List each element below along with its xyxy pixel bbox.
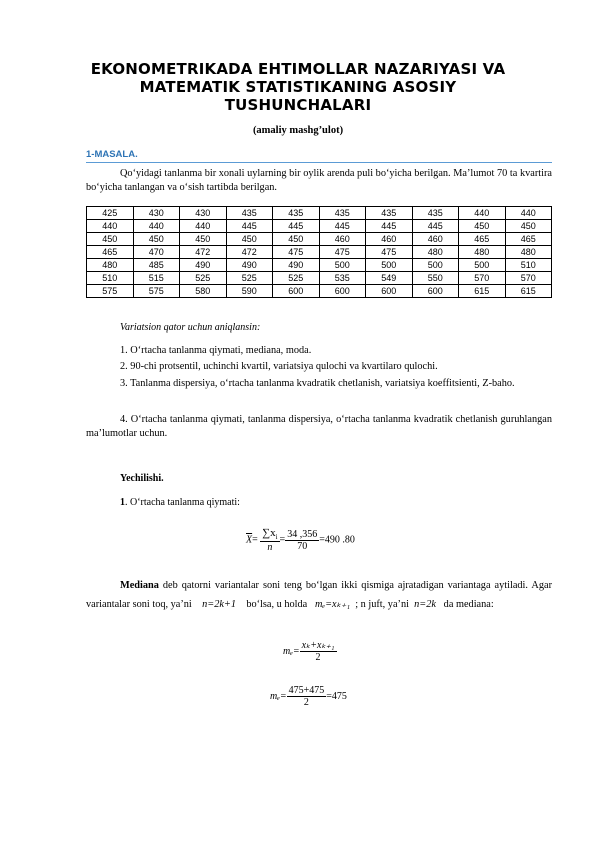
table-row (87, 207, 552, 220)
questions-heading: Variatsion qator uchun aniqlansin: (120, 322, 261, 333)
table-cell: 535 (319, 272, 366, 285)
table-cell: 440 (459, 207, 506, 220)
table-cell: 435 (366, 207, 413, 220)
table-row (87, 233, 552, 246)
table-cell: 615 (459, 285, 506, 298)
table-cell: 600 (319, 285, 366, 298)
document-title: EKONOMETRIKADA EHTIMOLLAR NAZARIYASI VA MATEMATIK STATISTIKANING ASOSIY TUSHUNCHALARI (90, 60, 506, 114)
median-lhs: mₑ= (283, 645, 300, 657)
table-cell: 580 (180, 285, 227, 298)
section-heading: 1-MASALA. (86, 149, 552, 163)
document-subtitle: (amaliy mashg’ulot) (252, 125, 344, 136)
table-cell: 445 (273, 220, 320, 233)
question-2: 2. 90-chi protsentil, uchinchi kvartil, variatsiya qulochi va kvartilaro qulochi. (120, 361, 438, 372)
table-cell: 480 (87, 259, 134, 272)
data-table (86, 206, 552, 298)
table-cell: 600 (412, 285, 459, 298)
table-cell: 445 (319, 220, 366, 233)
table-cell: 465 (459, 233, 506, 246)
question-3: 3. Tanlanma dispersiya, o‘rtacha tanlanma kvadratik chetlanish, variatsiya koeffitsienti, Z-baho. (120, 378, 515, 389)
table-cell: 510 (505, 259, 552, 272)
solution-heading: Yechilishi. (120, 473, 164, 484)
table-cell: 435 (226, 207, 273, 220)
table-cell: 425 (87, 207, 134, 220)
intro-paragraph: Qo‘yidagi tanlanma bir xonali uylarning bir oylik arenda puli bo‘yicha berilgan. Ma’lumot 70 ta kvartira bo‘yicha tanlangan va o‘sish tartibda berilgan. (86, 168, 552, 193)
median-text-3: ; n juft, ya’ni (355, 599, 409, 610)
mean-result: =490 .80 (319, 534, 355, 546)
sum-numerator: ∑x (262, 527, 276, 539)
table-cell: 525 (273, 272, 320, 285)
table-cell: 445 (412, 220, 459, 233)
table-cell: 450 (505, 220, 552, 233)
table-cell: 485 (133, 259, 180, 272)
table-cell: 475 (366, 246, 413, 259)
table-cell: 615 (505, 285, 552, 298)
mean-formula: $\overline{X}=$ $\frac{\sum x_i}{n}$ = $\frac{34 ,356}{70}$ =490 .80 (246, 527, 355, 554)
median-calc-lhs: mₑ= (270, 690, 287, 702)
table-cell: 450 (226, 233, 273, 246)
table-cell: 549 (366, 272, 413, 285)
table-row (87, 272, 552, 285)
table-row (87, 285, 552, 298)
table-cell: 510 (87, 272, 134, 285)
median-text-4: da mediana: (443, 599, 494, 610)
table-cell: 450 (273, 233, 320, 246)
step-1-text: . O‘rtacha tanlanma qiymati: (125, 497, 240, 508)
table-cell: 472 (226, 246, 273, 259)
question-1: 1. O‘rtacha tanlanma qiymati, mediana, moda. (120, 345, 312, 356)
table-cell: 490 (180, 259, 227, 272)
median-text-1: deb qatorni variantalar soni teng bo‘lgan ikki qismiga ajratadigan variantaga aytiladi. Agar variantalar soni toq, ya’ni (86, 580, 552, 610)
step-1-line (120, 497, 240, 508)
table-cell: 490 (226, 259, 273, 272)
table-cell: 460 (412, 233, 459, 246)
table-cell: 515 (133, 272, 180, 285)
median-formula (283, 640, 337, 663)
table-row (87, 246, 552, 259)
table-cell: 525 (226, 272, 273, 285)
table-cell: 440 (133, 220, 180, 233)
median-paragraph (86, 576, 552, 614)
table-cell: 500 (319, 259, 366, 272)
table-cell: 475 (273, 246, 320, 259)
table-row (87, 220, 552, 233)
table-cell: 430 (180, 207, 227, 220)
table-cell: 600 (273, 285, 320, 298)
median-text-2: bo‘lsa, u holda (246, 599, 308, 610)
table-cell: 490 (273, 259, 320, 272)
table-cell: 435 (412, 207, 459, 220)
table-cell: 480 (412, 246, 459, 259)
table-cell: 590 (226, 285, 273, 298)
table-cell: 570 (505, 272, 552, 285)
sum-denominator: n (267, 542, 273, 554)
table-cell: 460 (319, 233, 366, 246)
median-calc-result: =475 (326, 690, 347, 702)
table-cell: 500 (412, 259, 459, 272)
table-cell: 550 (412, 272, 459, 285)
table-cell: 435 (273, 207, 320, 220)
table-cell: 430 (133, 207, 180, 220)
table-cell: 460 (366, 233, 413, 246)
median-odd-condition: n=2k+1 (202, 599, 237, 610)
table-cell: 575 (133, 285, 180, 298)
median-odd-formula: mₑ=xₖ₊₁ (314, 599, 351, 610)
table-cell: 435 (319, 207, 366, 220)
table-cell: 480 (505, 246, 552, 259)
table-cell: 445 (366, 220, 413, 233)
table-cell: 525 (180, 272, 227, 285)
table-cell: 450 (459, 220, 506, 233)
table-cell: 450 (133, 233, 180, 246)
table-cell: 450 (87, 233, 134, 246)
table-cell: 465 (505, 233, 552, 246)
table-cell: 500 (366, 259, 413, 272)
table-cell: 440 (87, 220, 134, 233)
table-cell: 480 (459, 246, 506, 259)
table-cell: 440 (180, 220, 227, 233)
question-4: 4. O‘rtacha tanlanma qiymati, tanlanma dispersiya, o‘rtacha tanlanma kvadratik chetlanish guruhlangan ma’lumotlar uchun. (86, 414, 552, 439)
table-cell: 450 (180, 233, 227, 246)
step-1-number: 1 (120, 497, 125, 508)
table-cell: 575 (87, 285, 134, 298)
table-cell: 445 (226, 220, 273, 233)
table-cell: 470 (133, 246, 180, 259)
table-row (87, 259, 552, 272)
median-calc-numerator: 475+475 (288, 685, 325, 696)
median-calculation (270, 685, 347, 708)
table-cell: 500 (459, 259, 506, 272)
table-cell: 440 (505, 207, 552, 220)
table-cell: 465 (87, 246, 134, 259)
sum-subscript: i (275, 533, 278, 542)
mean-symbol: $\overline{X}$ (246, 534, 253, 546)
median-formula-denominator: 2 (315, 652, 321, 663)
median-even-condition: n=2k (414, 599, 436, 610)
median-term: Mediana (120, 580, 159, 591)
median-calc-denominator: 2 (303, 697, 309, 708)
table-cell: 472 (180, 246, 227, 259)
mean-frac-numerator: 34 ,356 (287, 528, 318, 540)
median-formula-numerator: xₖ+xₖ₊₁ (301, 640, 335, 651)
table-cell: 475 (319, 246, 366, 259)
table-cell: 570 (459, 272, 506, 285)
table-cell: 600 (366, 285, 413, 298)
mean-frac-denominator: 70 (297, 540, 308, 552)
